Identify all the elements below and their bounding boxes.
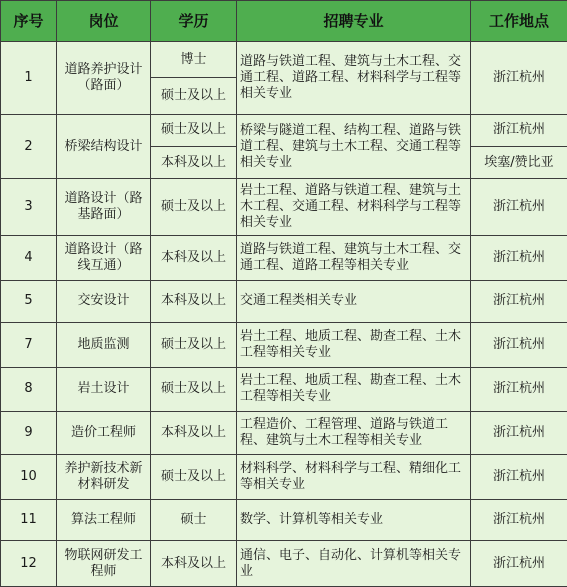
- position-cell: 物联网研发工程师: [57, 541, 151, 587]
- seq-cell: 1: [1, 42, 57, 115]
- education-cell: 本科及以上: [151, 411, 237, 454]
- location-cell: 浙江杭州: [471, 114, 567, 146]
- position-cell: 岩土设计: [57, 367, 151, 411]
- header-row: [1, 1, 567, 42]
- seq-cell: 7: [1, 323, 57, 367]
- seq-cell: 5: [1, 280, 57, 322]
- table-row: [1, 236, 567, 280]
- major-cell: 交通工程类相关专业: [237, 280, 471, 322]
- table-row: [1, 411, 567, 454]
- location-cell: 浙江杭州: [471, 411, 567, 454]
- position-cell: 道路设计（路线互通）: [57, 236, 151, 280]
- location-cell: 浙江杭州: [471, 42, 567, 115]
- location-cell: 浙江杭州: [471, 499, 567, 540]
- location-cell: 浙江杭州: [471, 236, 567, 280]
- position-cell: 算法工程师: [57, 499, 151, 540]
- education-cell: 硕士及以上: [151, 78, 237, 114]
- major-cell: 岩土工程、地质工程、勘查工程、土木工程等相关专业: [237, 323, 471, 367]
- location-cell: 浙江杭州: [471, 323, 567, 367]
- major-cell: 工程造价、工程管理、道路与铁道工程、建筑与土木工程等相关专业: [237, 411, 471, 454]
- header-location: 工作地点: [471, 1, 567, 42]
- education-cell: 硕士及以上: [151, 114, 237, 146]
- major-cell: 桥梁与隧道工程、结构工程、道路与铁道工程、建筑与土木工程、交通工程等相关专业: [237, 114, 471, 179]
- table-row: [1, 541, 567, 587]
- table-row: [1, 323, 567, 367]
- location-cell: 浙江杭州: [471, 280, 567, 322]
- header-major: 招聘专业: [237, 1, 471, 42]
- position-cell: 交安设计: [57, 280, 151, 322]
- education-cell: 本科及以上: [151, 280, 237, 322]
- major-cell: 材料科学、材料科学与工程、精细化工等相关专业: [237, 455, 471, 499]
- table-row: [1, 367, 567, 411]
- header-education: 学历: [151, 1, 237, 42]
- major-cell: 岩土工程、地质工程、勘查工程、土木工程等相关专业: [237, 367, 471, 411]
- seq-cell: 3: [1, 179, 57, 236]
- position-cell: 桥梁结构设计: [57, 114, 151, 179]
- education-cell: 硕士: [151, 499, 237, 540]
- seq-cell: 4: [1, 236, 57, 280]
- location-cell: 浙江杭州: [471, 455, 567, 499]
- seq-cell: 9: [1, 411, 57, 454]
- position-cell: 养护新技术新材料研发: [57, 455, 151, 499]
- major-cell: 数学、计算机等相关专业: [237, 499, 471, 540]
- major-cell: 道路与铁道工程、建筑与土木工程、交通工程、道路工程、材料科学与工程等相关专业: [237, 42, 471, 115]
- location-cell: 浙江杭州: [471, 541, 567, 587]
- position-cell: 地质监测: [57, 323, 151, 367]
- seq-cell: 11: [1, 499, 57, 540]
- location-cell: 埃塞/赞比亚: [471, 147, 567, 179]
- seq-cell: 12: [1, 541, 57, 587]
- education-cell: 本科及以上: [151, 147, 237, 179]
- table-row: [1, 499, 567, 540]
- location-cell: 浙江杭州: [471, 367, 567, 411]
- table-row: [1, 114, 567, 146]
- seq-cell: 2: [1, 114, 57, 179]
- education-cell: 本科及以上: [151, 236, 237, 280]
- table-row: [1, 42, 567, 78]
- major-cell: 岩土工程、道路与铁道工程、建筑与土木工程、交通工程、材料科学与工程等相关专业: [237, 179, 471, 236]
- education-cell: 硕士及以上: [151, 455, 237, 499]
- education-cell: 本科及以上: [151, 541, 237, 587]
- location-cell: 浙江杭州: [471, 179, 567, 236]
- education-cell: 博士: [151, 42, 237, 78]
- major-cell: 通信、电子、自动化、计算机等相关专业: [237, 541, 471, 587]
- table-row: [1, 455, 567, 499]
- major-cell: 道路与铁道工程、建筑与土木工程、交通工程、道路工程等相关专业: [237, 236, 471, 280]
- header-position: 岗位: [57, 1, 151, 42]
- table-row: [1, 179, 567, 236]
- education-cell: 硕士及以上: [151, 179, 237, 236]
- seq-cell: 10: [1, 455, 57, 499]
- education-cell: 硕士及以上: [151, 323, 237, 367]
- position-cell: 道路养护设计（路面）: [57, 42, 151, 115]
- position-cell: 道路设计（路基路面）: [57, 179, 151, 236]
- header-seq: 序号: [1, 1, 57, 42]
- seq-cell: 8: [1, 367, 57, 411]
- position-cell: 造价工程师: [57, 411, 151, 454]
- education-cell: 硕士及以上: [151, 367, 237, 411]
- table-row: [1, 280, 567, 322]
